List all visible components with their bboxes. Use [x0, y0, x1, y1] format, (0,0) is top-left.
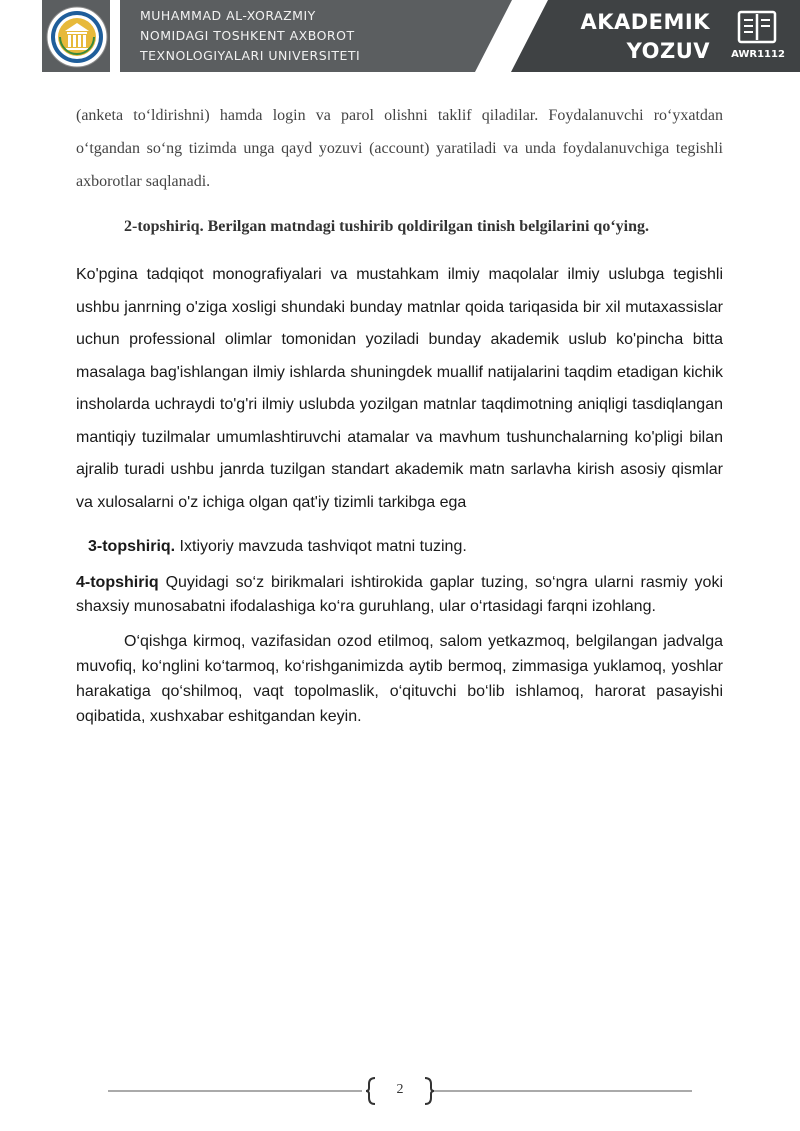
course-title [560, 8, 710, 66]
page-header [0, 0, 800, 72]
page-number: 2 [396, 1082, 404, 1097]
task-4-phrases: O‘qishga kirmoq, vazifasidan ozod etilmoq, salom yetkazmoq, belgilangan jadvalga muvofiq, ko‘nglini ko‘tarmoq, ko‘rishganimizda aytib bermoq, zimmasiga yuklamoq, yoshlar harakatiga qo‘shilmoq, vaqt topolmaslik, o‘qituvchi bo‘lib ishlamoq, harorat pasayishi oqibatida, xushxabar eshitgandan keyin. [76, 633, 723, 725]
university-name-line: TEXNOLOGIYALARI UNIVERSITETI [140, 48, 361, 63]
page-footer [0, 1068, 800, 1118]
task-4 [76, 571, 723, 619]
task-2-heading: 2-topshiriq. Berilgan matndagi tushirib qoldirilgan tinish belgilarini qo‘ying. [124, 218, 649, 235]
open-book-icon [737, 10, 777, 44]
task-3 [76, 535, 723, 559]
university-emblem-icon [46, 6, 108, 68]
task-2-text: Ko'pgina tadqiqot monografiyalari va mustahkam ilmiy maqolalar ilmiy uslubga tegishli ushbu janrning o'ziga xosligi shundaki bunday matnlar qoida tariqasida bir xil mutaxassislar uchun professional olimlar tomonidan yoziladi bunday akademik uslub ko'pincha bitta masalaga bag'ishlangan ilmiy ishlarda shuningdek muallif natijalarini taqdim etadigan kichik insholarda uchraydi to'g'ri ilmiy uslubda yozilgan matnlar taqdimotning aniqligi tasdiqlangan mantiqiy tuzilmalar umumlashtiruvchi atamalar va mavhum tushunchalarning ko'pligi bilan ajralib turadi ushbu janrda tuzilgan standart akademik matn sarlavha kirish asosiy qismlar va xulosalarni o'z ichiga olgan qat'iy tizimli tarkibga ega [76, 266, 723, 511]
task-3-text: Ixtiyoriy mavzuda tashviqot matni tuzing. [175, 538, 467, 555]
course-title-line: YOZUV [626, 39, 710, 63]
course-code: AWR1112 [731, 49, 785, 60]
page-content [76, 99, 723, 729]
task-4-text: Quyidagi so‘z birikmalari ishtirokida gaplar tuzing, so‘ngra ularni rasmiy yoki shaxsiy munosabatni ifodalashiga ko‘ra guruhlang, ular o‘rtasidagi farqni izohlang. [76, 574, 723, 615]
task-3-label: 3-topshiriq. [88, 538, 176, 555]
course-title-line: AKADEMIK [580, 10, 710, 34]
task-4-label: 4-topshiriq [76, 574, 159, 591]
university-name-line: NOMIDAGI TOSHKENT AXBOROT [140, 28, 355, 43]
university-name [140, 6, 500, 66]
university-name-line: MUHAMMAD AL-XORAZMIY [140, 8, 316, 23]
paragraph-registration: (anketa to‘ldirishni) hamda login va parol olishni taklif qiladilar. Foydalanuvchi ro‘yxatdan o‘tgandan so‘ng tizimda unga qayd yozuvi (account) yaratiladi va unda foydalanuvchiga tegishli axborotlar saqlanadi. [76, 107, 723, 190]
